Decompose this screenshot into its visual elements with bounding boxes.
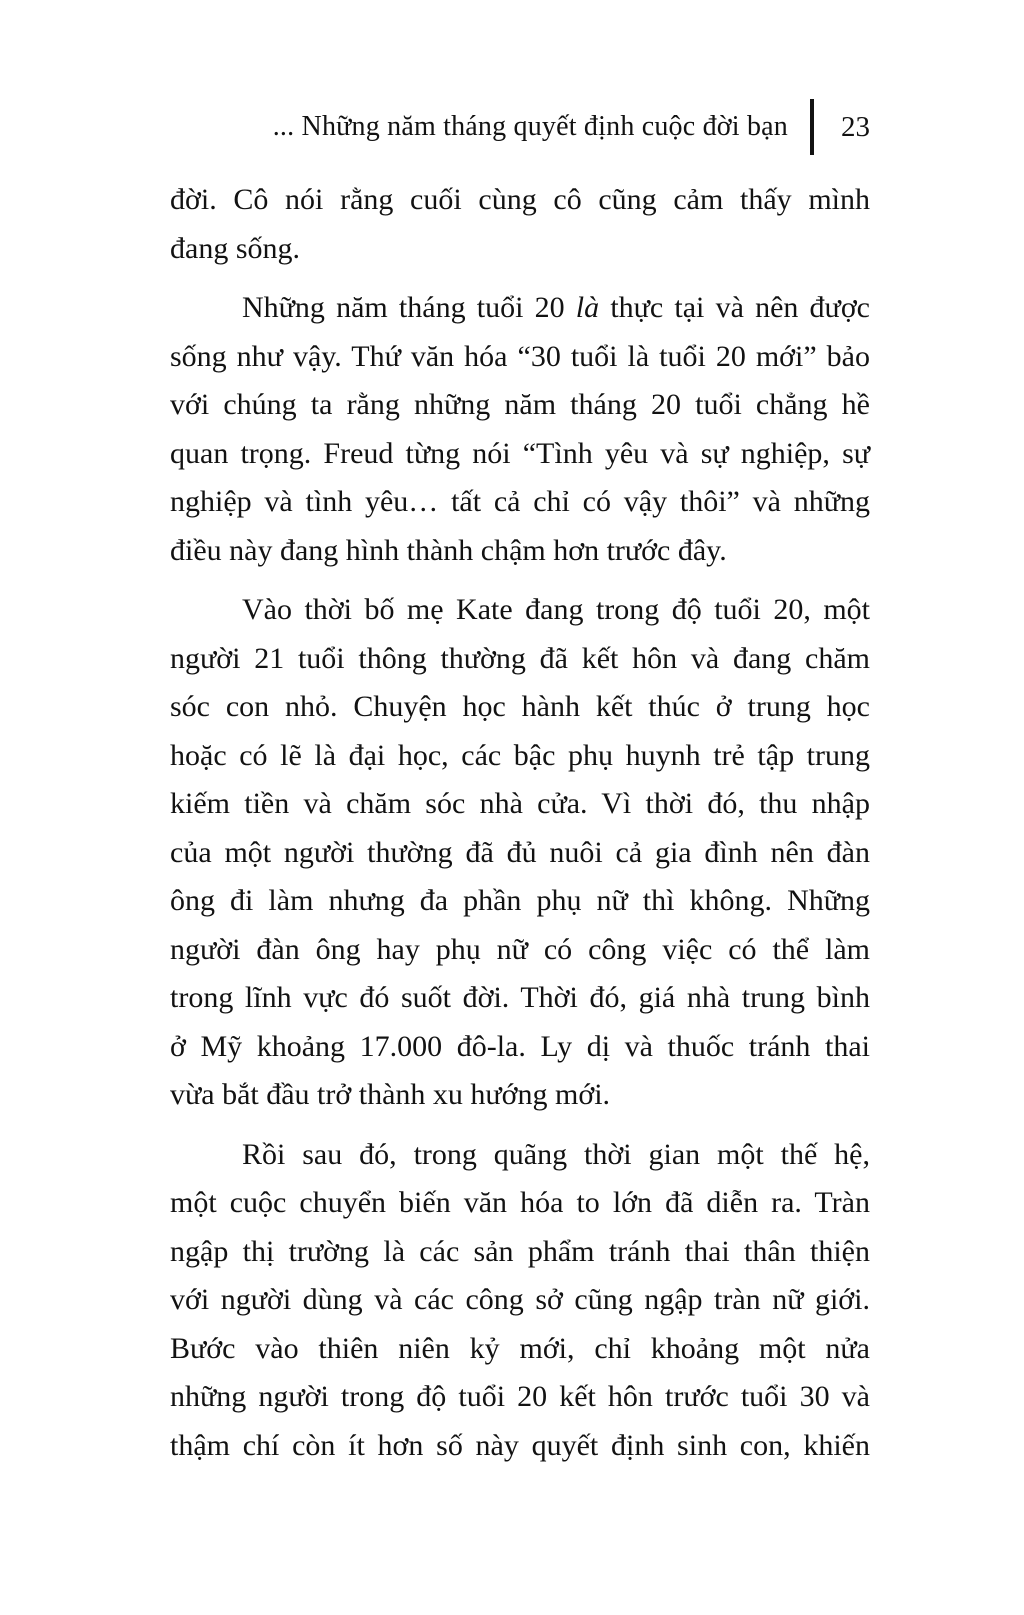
- text-line: người đàn ông hay phụ nữ có công việc có thể làm: [170, 932, 870, 966]
- text-line: ở Mỹ khoảng 17.000 đô-la. Ly dị và thuốc tránh thai: [170, 1029, 870, 1063]
- italic-text: là: [575, 291, 600, 324]
- text-line: ngập thị trường là các sản phẩm tránh thai thân thiện: [170, 1234, 870, 1268]
- text-line: Bước vào thiên niên kỷ mới, chỉ khoảng một nửa: [170, 1331, 870, 1365]
- page-body: [170, 176, 870, 1470]
- running-title: ... Những năm tháng quyết định cuộc đời bạn: [272, 111, 788, 142]
- text-line: điều này đang hình thành chậm hơn trước đây.: [170, 533, 727, 567]
- text-line: ông đi làm nhưng đa phần phụ nữ thì không. Những: [170, 884, 870, 917]
- text-line: hoặc có lẽ là đại học, các bậc phụ huynh trẻ tập trung: [170, 738, 870, 772]
- text-line: trong lĩnh vực đó suốt đời. Thời đó, giá nhà trung bình: [170, 981, 870, 1014]
- paragraph: [170, 284, 870, 575]
- paragraph: [170, 1131, 870, 1471]
- page-number: 23: [841, 110, 870, 143]
- header-divider: [810, 99, 814, 155]
- paragraph: [170, 176, 870, 273]
- text-line: những người trong độ tuổi 20 kết hôn trước tuổi 30 và: [170, 1380, 870, 1413]
- text-line: người 21 tuổi thông thường đã kết hôn và đang chăm: [170, 641, 870, 675]
- text-line: Vào thời bố mẹ Kate đang trong độ tuổi 20, một: [242, 593, 870, 626]
- text-line: [170, 284, 870, 333]
- text-line: thậm chí còn ít hơn số này quyết định sinh con, khiến: [170, 1428, 870, 1462]
- text-line: của một người thường đã đủ nuôi cả gia đình nên đàn: [170, 835, 870, 869]
- text-line: Rồi sau đó, trong quãng thời gian một thế hệ,: [242, 1137, 870, 1171]
- text-line: đời. Cô nói rằng cuối cùng cô cũng cảm thấy mình: [170, 183, 870, 216]
- text-segment: Những năm tháng tuổi 20: [242, 291, 576, 324]
- page-header: [170, 96, 870, 158]
- paragraph: [170, 586, 870, 1120]
- text-line: sống như vậy. Thứ văn hóa “30 tuổi là tuổi 20 mới” bảo: [170, 339, 870, 373]
- text-line: đang sống.: [170, 231, 300, 265]
- text-line: sóc con nhỏ. Chuyện học hành kết thúc ở trung học: [170, 690, 870, 723]
- text-line: kiếm tiền và chăm sóc nhà cửa. Vì thời đó, thu nhập: [170, 787, 870, 820]
- text-line: với người dùng và các công sở cũng ngập tràn nữ giới.: [170, 1283, 870, 1316]
- text-segment: thực tại và nên được: [599, 291, 870, 324]
- text-line: một cuộc chuyển biến văn hóa to lớn đã diễn ra. Tràn: [170, 1186, 870, 1219]
- text-line: quan trọng. Freud từng nói “Tình yêu và sự nghiệp, sự: [170, 436, 870, 470]
- text-line: với chúng ta rằng những năm tháng 20 tuổi chẳng hề: [170, 388, 870, 421]
- text-line: vừa bắt đầu trở thành xu hướng mới.: [170, 1078, 611, 1111]
- text-line: nghiệp và tình yêu… tất cả chỉ có vậy thôi” và những: [170, 485, 870, 518]
